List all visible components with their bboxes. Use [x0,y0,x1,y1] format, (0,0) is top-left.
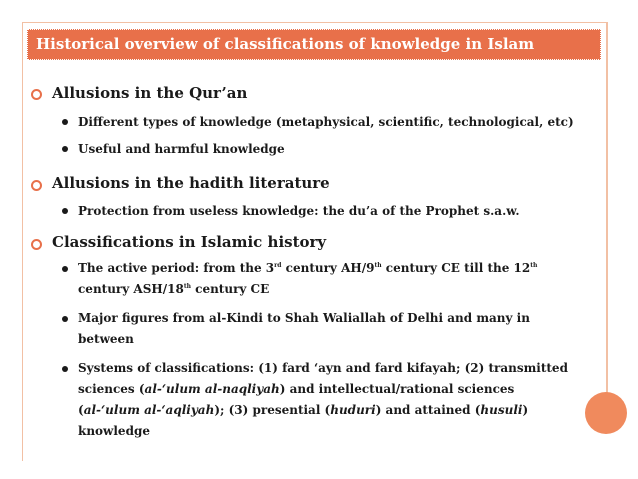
list-item: Protection from useless knowledge: the du’a of the Prophet s.a.w. [78,204,520,218]
section-heading-classifications: Classifications in Islamic history [52,233,327,251]
title-bar [27,29,601,60]
bullet-ring-icon [31,239,42,250]
bullet-dot-icon [62,208,68,214]
list-item: The active period: from the 3rd century AH/9th century CE till the 12th century ASH/18th century CE [78,261,538,296]
bullet-dot-icon [62,316,68,322]
list-item: Useful and harmful knowledge [78,142,285,156]
section-heading-hadith: Allusions in the hadith literature [52,174,330,192]
list-item: Major figures from al-Kindi to Shah Waliallah of Delhi and many in between [78,311,530,346]
bullet-dot-icon [62,266,68,272]
bullet-dot-icon [62,146,68,152]
bullet-ring-icon [31,180,42,191]
bullet-dot-icon [62,119,68,125]
bullet-dot-icon [62,366,68,372]
section-heading-quran: Allusions in the Qur’an [52,84,248,102]
list-item: Different types of knowledge (metaphysical, scientific, technological, etc) [78,115,574,129]
page-title: Historical overview of classifications of knowledge in Islam [36,35,535,53]
list-item: Systems of classifications: (1) fard ‘ayn and fard kifayah; (2) transmitted sciences (al-‘ulum al-naqliyah) and intellectual/rational sciences (al-‘ulum al-‘aqliyah); (3) presential (huduri) and attained (husuli) knowledge [78,361,568,438]
bullet-ring-icon [31,89,42,100]
